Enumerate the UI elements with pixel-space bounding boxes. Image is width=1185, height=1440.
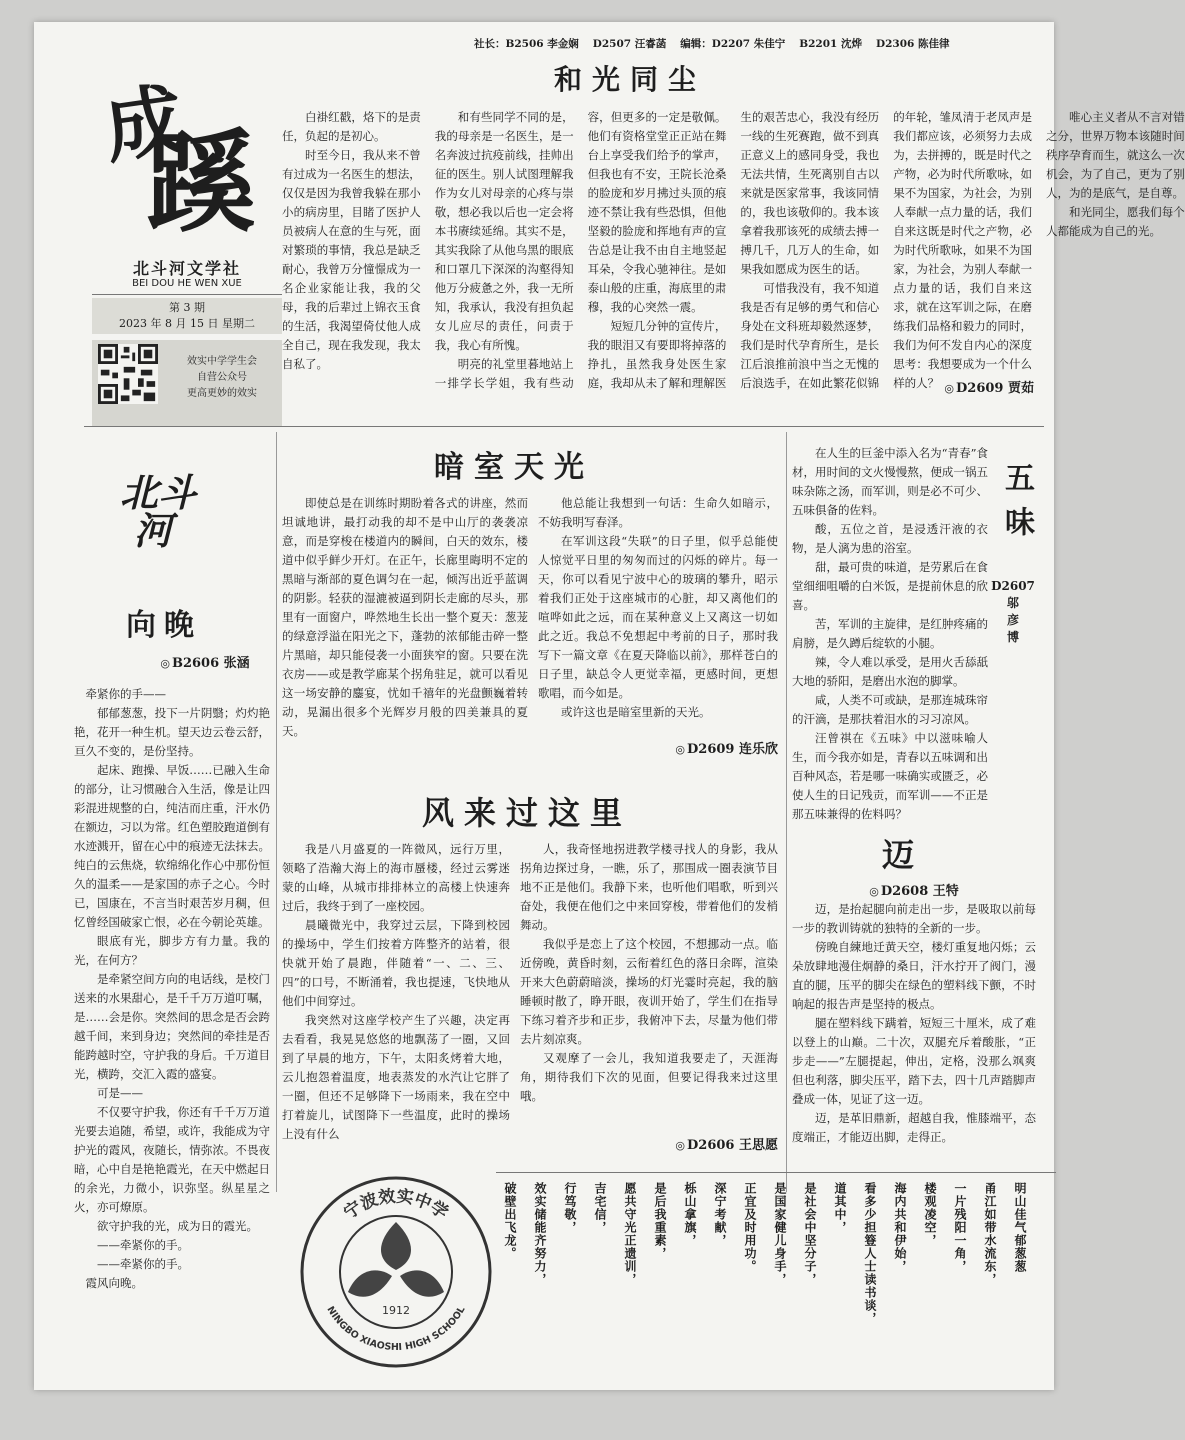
paragraph: 短短几分钟的宣传片，我的眼泪又有要即将掉落的挣扎，虽然我身处医生家庭，我却从未了解和理解医生的艰苦忠心，我没有经历一线的生死赛跑，做不到真正意义上的感同身受，我也无法共情，生死离别自古以来就是医家常事，我该同情的，我也该敬仰的。我本该拿着我那该死的成绩去搏一搏几千，几万人的生命，如果我如愿成为医生的话。 [587,110,880,390]
masthead-logo [98,62,278,252]
paragraph: 酸，五位之首，是浸透汗液的衣物，是人漓为患的浴室。 [792,522,988,555]
paragraph: 迈，是革旧鼎新，超越自我，惟膝端平，态度端正，才能迈出脚，走得正。 [792,1111,1036,1144]
paragraph: 唯心主义者从不言对错之分，世界万物本该随时间秩序孕育而生，就这么一次机会，为了自己，更为了别人，为的是底气，是自尊。 [1045,110,1185,200]
author-name: D2606 王思愿 [687,1138,778,1153]
song-line: 一片残阳一角， [953,1182,967,1273]
poem-line: 郁郁葱葱，投下一片阴翳；灼灼艳艳，花开一种生机。望天边云卷云舒，亘久不变的，是份坚持。 [74,706,270,758]
song-line: 行笃敬， [563,1182,577,1234]
seal-year: 1912 [382,1304,410,1317]
qr-caption-line: 自营公众号 [197,372,247,383]
paragraph: 又观摩了一会儿，我知道我要走了，天涯海角，期待我们下次的见面，但要记得我来过这里哦。 [520,1051,778,1103]
song-line: 深宁考献， [713,1182,727,1247]
paragraph: 和光同尘，愿我们每个人都能成为自己的光。 [1045,205,1185,238]
article-byline: ◎ D2609 连乐欣 [675,742,778,757]
paragraph: 我突然对这座学校产生了兴趣，决定再去看看，我晃晃悠悠的地飘荡了一圈，又回到了早晨的地方，下午，太阳炙烤着大地，云儿抱怨着温度，地表蒸发的水汽让它胖了一圈，但还不足够降下一场雨来，我在空中打着旋儿，试图降下一些温度，此时的操场上没有什么 [282,1013,510,1141]
paragraph: 在人生的巨釜中添入名为“青春”食材，用时间的文火慢慢熬，便成一锅五味杂陈之汤，而军训，则是必不可少、五味俱备的佐料。 [792,446,988,517]
paragraph: 或许这也是暗室里新的天光。 [561,705,711,719]
society-pinyin: BEI DOU HE WEN XUE [132,278,242,289]
school-seal-icon [296,1172,496,1372]
logo-char: 蹊 [146,118,256,247]
author-name: D2609 贾茹 [956,381,1034,396]
article-body [792,900,1036,1168]
song-line: 是国家健儿身手， [773,1182,787,1286]
article-body [520,840,778,1120]
staff-item: 社长：B2506 李金娴 [474,38,579,50]
article-body [538,494,778,734]
column-body [74,685,270,1375]
column-byline: ◎ B2606 张涵 [160,656,250,671]
poem-line: 眼底有光，脚步方有力量。我的光，在何方？ [74,934,270,967]
author-name: 邬 [1006,596,1019,610]
author-name: B2606 张涵 [171,656,250,671]
author-name: D2607 [991,579,1035,593]
song-line: 楼观凌空， [923,1182,937,1247]
paragraph: 苦，军训的主旋律，是红肿疼痛的肩膀，是久蹲后绽软的小腿。 [792,617,988,650]
staff-item: 编辑：D2207 朱佳宁 [680,38,786,50]
paragraph: 汪曾祺在《五味》中以滋味喻人生，而今我亦如是，青春以五味调和出百种风态，若是哪一味确实或匮乏，必使人生的日记残贡，而军训——不正是那五味兼得的佐料吗？ [792,731,988,821]
article-title: 五味 [999,462,1034,550]
article-title: 和光同尘 [554,63,707,96]
song-line: 明山佳气郁葱葱 [1013,1182,1027,1273]
staff-line [474,36,1034,51]
song-line: 栎山拿旗， [683,1182,697,1247]
issue-number: 第 3 期 [169,301,205,314]
song-line: 海内共和伊始， [893,1182,907,1273]
author-name: D2608 王特 [880,884,959,899]
poem-line: 不仅要守护我，你还有千千万万道光要去追随，希望，或许，我能成为守护光的霞风，夜随长，情弥浓。不畏夜暗，心中自是艳艳霞光，在天中燃起日的余光，力微小，识弥坚。纵星星之火，亦可燎原。 [74,1105,270,1214]
poem-line: 欲守护我的光，成为日的霞光。 [97,1219,258,1233]
article-body [792,444,988,836]
paragraph: 人，我奇怪地拐进教学楼寻找人的身影，我从拐角边探过身，一瞧，乐了，那围成一圈表演节目地不正是他们。我静下来，也听他们唱歌，听到兴奋处，我便在他们之中来回穿梭，带着他们的发梢舞动。 [520,842,778,932]
paragraph: 咸，人类不可或缺，是那连城珠帘的汗滴，是那扶着泪水的习习凉风。 [792,693,988,726]
poem-line: 霞风向晚。 [85,1276,143,1290]
paragraph: 甜，最可贵的味道，是劳累后在食堂细细咀嚼的白米饭，是提前休息的欣喜。 [792,560,988,612]
paragraph: 即使总是在训练时期盼着各式的讲座，然而坦诚地讲，最打动我的却不是中山厅的袭袭凉意，而是穿梭在楼道内的瞬间，白天的效东，楼道中似乎鲜少开灯。在正午，长廊里晦明不定的黑暗与渐部的夏色调匀在一起，倾泻出近乎蓝调的阴影。轻获的湿漉被逼到阴长走廊的尽头，那里有一面窗户，哗然地生长出一整个夏天：葱茏的绿意浮溢在阳光之下，蓬勃的浓郁能击碎一整片黑暗，却只能侵袭一小面狭窄的窗。只要在洗衣房——或是教学廊某个拐角驻足，就可以看见这一场安静的鏖宴，忧如千禧年的光盘颤巍着转动，晃漏出很多个光辉岁月般的四美兼具的夏天。 [282,496,528,738]
poem-line: 可是—— [97,1086,143,1100]
column-subtitle: 向晚 [126,608,202,643]
issue-date: 2023 年 8 月 15 日 星期二 [119,317,255,330]
song-line: 效实储能齐努力， [533,1182,547,1286]
seal-bottom-text: NINGBO XIAOSHI HIGH SCHOOL [324,1304,468,1354]
column-title-char: 北斗 [120,470,197,515]
qr-code-icon [98,344,158,404]
paragraph: 时至今日，我从来不曾有过成为一名医生的想法，仅仅是因为我曾我躲在那小小的病房里，目睹了医护人员被病人在意的生与死，面对繁琐的事情，我总是缺乏耐心，我曾万分憧憬成为一名企业家能让我，我的父母，我的后辈过上锦衣玉食的生活，我渴望倚仗他人成全自己，现在我发现，我太自私了。 [282,148,421,371]
paragraph: 他总能让我想到一句话：生命久如暗示，不妨我明写春泽。 [538,496,778,529]
qr-caption-line: 效实中学学生会 [187,356,257,367]
staff-item: B2201 沈烨 [799,38,863,50]
paragraph: 我似乎是恋上了这个校园，不想挪动一点。临近傍晚，黄昏时刻，云衔着红色的落日余晖，渲染开来大色蔚蔚暗淡，操场的灯光霎时亮起，我的脑睡顿时散了，睁开眼，夜训开始了，学生们在指导下练习着齐步和正步，我俯冲下去，尽量为他们带去片刻凉爽。 [520,937,778,1046]
qr-caption-line: 更高更妙的效实 [187,388,257,399]
article-body [282,840,510,1140]
song-line: 愿共守光正遗训， [623,1182,637,1286]
paragraph: 晨曦微光中，我穿过云层，下降到校园的操场中，学生们按着方阵整齐的站着，很快就开始了晨跑，伴随着“一、二、三、四”的口号，不断涌着，我也提速，飞快地从他们中间穿过。 [282,918,510,1008]
song-line: 是后我重素， [653,1182,667,1260]
article-title: 暗室天光 [434,450,594,485]
poem-line: ——牵紧你的手。 [97,1238,189,1252]
paragraph: 辣，令人难以承受，是用火舌舔舐大地的骄阳，是磨出水泡的脚掌。 [792,655,988,688]
paragraph: 傍晚自練地迁黄天空，楼灯重复地闪烁；云朵放肆地漫住炯静的桑日，汗水拧开了阀门，漫直的腿，压平的脚尖在绿色的塑料线下颤，不时响起的报告声是坚持的极点。 [792,940,1036,1011]
paragraph: 明亮的礼堂里暮地站上一排学长学姐，我有些动容，但更多的一定是敬佩。他们有资格堂堂正正站在舞台上享受我们给予的掌声，但我也有不安，王院长沧桑的脸庞和岁月拂过头顶的痕迹不禁让我有些恐惧，但他坚毅的脸庞和挥地有声的宣告总是让我不由自主地竖起耳朵，令我心驰神往。是如泰山般的庄重，海底里的肃穆，我的心突然一震。 [434,110,727,390]
article-byline: ◎ D2606 王思愿 [675,1138,778,1153]
paragraph: 白褂红戳，烙下的是责任，负起的是初心。 [282,110,421,143]
article-body [282,494,528,770]
paragraph: 迈，是抬起腿向前走出一步，是吸取以前每一步的教训铸就的独特的全新的一步。 [792,902,1036,935]
staff-item: D2507 汪睿菡 [592,38,667,50]
song-line: 吉宅信， [593,1182,607,1234]
author-name: 博 [1006,630,1019,644]
song-line: 正宜及时用功。 [743,1182,757,1273]
song-line: 甬江如带水流东， [983,1182,997,1286]
poem-line: ——牵紧你的手。 [97,1257,189,1271]
paragraph: 腿在塑料线下蹒着，短短三十厘米，成了难以登上的山巅。二十次，双腿充斥着酸胀，“正步走——”左腿提起，伸出，定格，没那么飒爽但也利落，脚尖压平，踏下去，四十几声踏脚声叠成一体，见证了这一迈。 [792,1016,1036,1106]
author-name: 彦 [1006,613,1019,627]
issue-box [92,298,282,334]
article-byline [990,578,1036,646]
paragraph: 和有些同学不同的是，我的母亲是一名医生，是一名奔波过抗疫前线，挂帅出征的医生。别人试图理解我作为女儿对母亲的心疼与崇敬，想必我以后也一定会将本书赓续延绵。其实不是，其实我除了从他乌黑的眼底和口罩几下深深的沟壑得知他万分疲惫之外，我一无所知，我承认，我没有担负起女儿应尽的责任，问责于我，我心有所愧。 [434,110,574,352]
article-byline: ◎ D2609 贾茹 [944,381,1034,396]
song-line: 是社会中坚分子， [803,1182,817,1286]
column-title-char: 河 [134,508,173,553]
poem-line: 起床、跑操、早饭……已融入生命的部分，让习惯融合入生活，像是让四彩混进规整的白，纯洁而庄重，汗水仍在额边，习以为常。红色塑胶跑道倒有水迹溅开，留在心中的痕迹无法抹去。纯白的云焦烧，软绵绵化作心中那份恒久的温柔——是家国的赤子之心。今时已，国康在，不言当时艰苦岁月稠，但忆曾经国破家亡恨，必在今朝论英雄。 [74,763,270,929]
qr-block [92,340,282,426]
article-byline: ◎ D2608 王特 [869,884,959,899]
article-body [282,108,1185,394]
staff-item: D2306 陈佳律 [876,38,950,50]
paragraph: 在军训这段“失联”的日子里，似乎总能使人惊觉平日里的匆匆而过的闪烁的碎片。每一天，你可以看见宁波中心的玻璃的攀升，昭示着我们正处于这座城市的心脏，却又离他们的喧哗如此之远，而在某种意义上又离这一切如此之近。我总不免想起中考前的日子，那时我写下一篇文章《在夏天降临以前》，那样苍白的日子里，缺总令人更觉幸福，更感时间，更想歌唱，而今如是。 [538,534,778,700]
song-line: 破壁出飞龙。 [503,1182,517,1260]
song-line: 道其中， [833,1182,847,1234]
article-title: 迈 [882,836,925,874]
paragraph: 我是八月盛夏的一阵微风，远行万里，领略了浩瀚大海上的海市蜃楼，经过云雾迷蒙的山峰，从城市排排林立的高楼上快速奔过后，我终于到了一座校园。 [282,842,510,913]
song-line: 看多少担簦人士读书谈， [863,1182,877,1325]
paragraph: 可惜我没有，我不知道我是否有足够的勇气和信心身处在文科班却毅然逐梦，我们是时代孕育所生，是长江后浪推前浪中当之无愧的后浪选手，在如此繁花似锦的年轮，雏凤清于老凤声是我们都应该，必须努力去成为，去拼搏的，既是时代之产物，必为时代所歌咏，如果不为国家，为社会，为别人奉献一点力量的话，我们自来这既是时代之产物，必为时代所歌咏，如果不为国家，为社会，为别人奉献一点力量的话，我们自来这求，就在这军训之际，在磨练我们品格和毅力的同时，我们为何不发自内心的深度思考：我想要成为一个什么样的人？ [740,110,1032,390]
logo-char: 成 [98,73,189,175]
society-name: 北斗河文学社 [132,259,241,278]
author-name: D2609 连乐欣 [687,742,778,757]
newspaper-page [34,22,1185,1390]
qr-caption [164,354,280,402]
article-title: 风来过这里 [422,794,633,832]
column-title [120,470,197,553]
poem-line: 牵紧你的手—— [85,687,166,701]
seal-top-text: 宁波效实中学 [340,1186,452,1224]
poem-line: 是牵紧空间方向的电话线，是校门送来的水果甜心，是千千万万道叮嘱，是……会是你。突然间的思念是否会跨越千间，来到身边；突然间的牵挂是否能跨越时空，守护我的身后。千万道目光，横跨，交汇入霞的盛宴。 [74,972,270,1081]
